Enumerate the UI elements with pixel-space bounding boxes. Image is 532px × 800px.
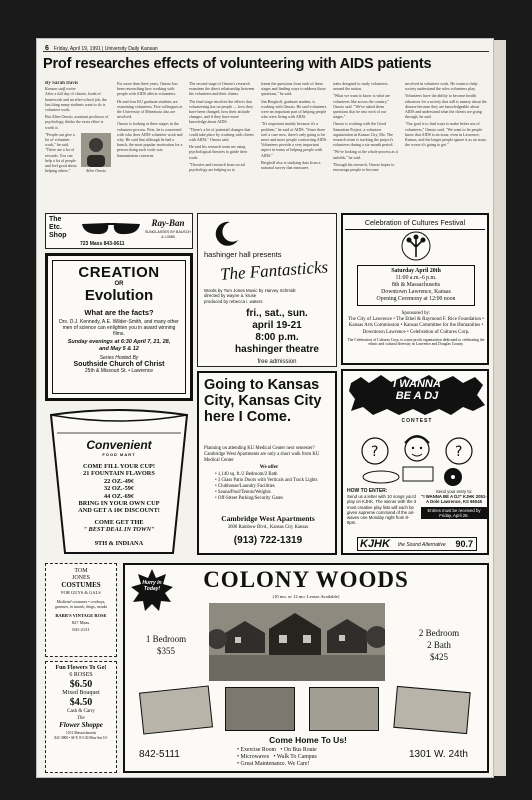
- flower-address: 1101 Massachusetts: [65, 731, 97, 735]
- tom-jones-description: Medieval costumes • cowboys, gunmen, in tuxedo, kings, monks: [54, 599, 108, 609]
- kc-feature: • 3 Glass Patio Doors with Verticals and Track Lights: [215, 478, 318, 483]
- byline-role: Kansan staff writer: [45, 86, 76, 92]
- colony-feature: On Bus Route: [283, 747, 317, 753]
- article-paragraph: The second stage of Omoto's research examines the direct relationship between the volunteers and their clients.: [189, 81, 255, 97]
- colony-unit: 2 Bedroom: [418, 628, 460, 638]
- kc-address: 3600 Rainbow Blvd., Kansas City Kansas: [227, 525, 309, 530]
- colony-photo-pool: [139, 685, 213, 734]
- celebration-title: Celebration of Cultures Festival: [345, 218, 485, 230]
- moon-icon: [212, 220, 240, 248]
- fantasticks-title: The Fantasticks: [219, 257, 329, 284]
- etc-shop-name-line: Shop: [49, 232, 67, 239]
- convenient-tag: " BEST DEAL IN TOWN": [83, 526, 155, 534]
- celebration-sponsored-label: Sponsored by:: [401, 311, 431, 316]
- colony-photo-residents: [393, 686, 470, 734]
- kjhk-logo: [357, 537, 477, 551]
- convenient-offer: [65, 463, 173, 547]
- author-photo: [81, 133, 111, 173]
- convenient-offer-line: AND GET A 10¢ DISCOUNT!: [78, 507, 160, 515]
- article-paragraph: After a full day of classes, loads of homework and an after-school job, the last thing many students want to do is volunteer work.: [45, 91, 107, 113]
- flower-the: The: [77, 716, 85, 721]
- flower-bouquet: Mixed Bouquet: [62, 690, 100, 696]
- article-paragraph: "It's important mainly because it's a problem," he said of AIDS. "Since there isn't a cure now, there's only going to be more and more people contracting AIDS. Volunteers provide a very important aspect in terms of helping people with AIDS.": [261, 121, 327, 158]
- article-column-2: [117, 81, 183, 209]
- kc-offer-label: We offer: [259, 465, 279, 470]
- kc-feature-text: 1,140 sq. ft./2 Bedroom/2 Bath: [217, 472, 278, 477]
- dj-title-line: BE A DJ: [395, 390, 439, 402]
- article-paragraph: "There's a lot of potential changes that could take place by working with clients with AIDS," Omoto said.: [189, 126, 254, 143]
- dj-send-address: "I WANNA BE A DJ" KJHK 2051-A Dole Lawrence, KS 66045: [421, 494, 487, 505]
- creation-speakers: Drs. D.J. Kennedy, A.E. Wilder-Smith, and many other men of science can enlighten you in award winning films.: [59, 319, 179, 337]
- cambridge-west-ad: [197, 371, 337, 555]
- celebration-opening: Opening Ceremony at 12:00 noon: [376, 296, 456, 302]
- show-days: fri., sat., sun.: [246, 308, 308, 319]
- colony-right-pricing: [393, 627, 485, 663]
- convenient-logo: Convenient: [86, 438, 152, 452]
- colony-feature: Exercise Room: [240, 747, 277, 753]
- article-paragraph: But Allen Omoto, assistant professor of psychology, thinks the extra effort is worth it.: [45, 114, 109, 130]
- colony-feature: Microwaves: [240, 754, 270, 760]
- sunglasses-icon: [80, 219, 142, 237]
- celebration-location: Downtown Lawrence, Kansas: [381, 289, 451, 295]
- celebration-of-cultures-ad: [341, 213, 489, 365]
- flower-shop-name: Flower Shoppe: [59, 721, 103, 729]
- kc-phone: (913) 722-1319: [233, 535, 303, 546]
- article-paragraph: Omoto is looking at three stages in the volunteer process. First, he is concerned with who does AIDS volunteer work and why. He said that although he had a hunch, the most popular motivation for a person doing such work was humanitarian concerns.: [117, 121, 183, 158]
- convenient-body: [59, 438, 179, 457]
- convenient-size: 22 OZ.-49¢: [103, 477, 135, 485]
- photo-image: [81, 133, 111, 167]
- colony-features: [237, 747, 387, 768]
- celebration-note: The Celebration of Cultures Corp. is a non-profit organization dedicated to celebrating the ethnic and cultural diversity in Lawrence and Douglas County.: [347, 337, 485, 347]
- headline: Prof researches effects of volunteering with AIDS patients: [43, 51, 489, 76]
- colony-unit: 2 Bath: [427, 640, 451, 650]
- rayban-logo: Ray-Ban: [151, 218, 185, 228]
- article-column-6: [405, 81, 489, 209]
- director-line: directed by wayne a. kruse: [204, 293, 257, 299]
- article-paragraph: Volunteers have the ability to become health educators for a society that still is uneasy about the disease because they are knowledgeable about AIDS and understand what the clients are going through, he said.: [405, 93, 487, 120]
- creation-evolution-ad: [45, 253, 193, 401]
- page-number: 6: [45, 45, 49, 52]
- tom-jones-body: [46, 568, 116, 633]
- article-paragraph: "Theories and research from social psychology are helping us to: [189, 161, 245, 173]
- tom-jones-name: COSTUMES: [61, 581, 101, 589]
- article-paragraph: He and four KU graduate students are examining volunteers. Five colleagues at the University of Minnesota also are involved.: [117, 98, 183, 120]
- kc-feature-list: [215, 472, 333, 502]
- newspaper-page-edge: [494, 40, 506, 776]
- celebration-time: 11:00 a.m.-6 p.m.: [395, 275, 437, 281]
- convenient-logo-sub: FOOD MART: [102, 452, 136, 457]
- hashinger-credits: [204, 288, 334, 304]
- colony-feature: Walk To Campus: [276, 754, 317, 760]
- celebration-details: [357, 265, 475, 306]
- credits-line: Words by Tom Jones Music by Harvey Schmidt: [204, 288, 296, 293]
- celebration-date: Saturday April 20th: [391, 268, 441, 274]
- convenient-tag: COME GET THE: [94, 518, 144, 526]
- article-paragraph: Omoto is working with the Good Samaritan Project, a volunteer organization in Kansas City, Mo. The research team is tracking the project's volunteers during a six-month period.: [333, 121, 394, 148]
- article-paragraph: Through his research, Omoto hopes to encourage people to become: [333, 161, 395, 173]
- tom-jones-sub: FOR GUYS & GALS: [61, 590, 101, 595]
- kc-intro: Planning on attending KU Medical Center next semester? Cambridge West Apartments are only a short walk from KU Medical Center: [204, 446, 320, 463]
- creation-address: 25th & Missouri St. • Lawrence: [84, 368, 154, 374]
- newspaper-page: [36, 38, 494, 778]
- tom-jones-phone: 841-2131: [72, 627, 90, 632]
- kc-apartment-name: Cambridge West Apartments: [221, 514, 315, 523]
- flower-cash: Cash & Carry: [67, 709, 95, 714]
- convenient-offer-line: BRING IN YOUR OWN CUP: [78, 500, 160, 508]
- colony-price: $425: [430, 652, 448, 662]
- byline: By Sarah Davis: [45, 81, 79, 86]
- article-paragraph: traits designed to study volunteers around the nation.: [333, 81, 388, 92]
- hashinger-hall-ad: [197, 213, 337, 367]
- celebration-sponsors-block: [347, 311, 485, 347]
- dj-contest: CONTEST: [401, 418, 433, 424]
- convenient-flavors: 21 FOUNTAIN FLAVORS: [83, 470, 155, 478]
- dj-title-line: I WANNA: [393, 378, 441, 390]
- celebration-location: 8th & Massachusetts: [391, 282, 441, 288]
- creation-hosted: Series Hosted By: [99, 355, 139, 361]
- kc-feature: • Clubhouse/Laundry Facilities: [215, 484, 275, 489]
- dj-how-title: HOW TO ENTER:: [347, 488, 388, 494]
- creation-or: OR: [114, 281, 124, 287]
- colony-feature-row: • Microwaves • Walk To Campus: [237, 754, 317, 760]
- article-paragraph: "People can give a lot of volunteer work," he said. "There are a lot of rewards. You can help a lot of people and feel good about helping others.": [45, 131, 77, 174]
- tree-logo-icon: [399, 231, 433, 261]
- kjhk-dj-contest-ad: [341, 369, 489, 555]
- dj-send-title: Send your entry to:: [435, 489, 473, 494]
- article-paragraph: involved in volunteer work. He wants to help society understand the roles volunteers play.: [405, 81, 478, 92]
- kc-feature: • Off-Street Parking/Security Gates: [215, 496, 283, 501]
- show-time: 8:00 p.m.: [255, 332, 299, 343]
- flower-fun: Fun Flowers To Go!: [55, 665, 107, 671]
- hashinger-presents: hashinger hall presents: [204, 250, 282, 259]
- kc-feature: • Sauna/Pool/Tennis/Weights: [215, 490, 271, 495]
- convenient-size: 44 OZ.-69¢: [103, 492, 135, 500]
- article-column-4: [261, 81, 327, 209]
- flower-bouquet-price: $4.50: [69, 697, 93, 708]
- tom-jones-shop: BARB'S VINTAGE ROSE: [55, 613, 107, 618]
- convenient-size: 32 OZ.-59¢: [103, 485, 135, 493]
- kc-feature-text: Off-Street Parking/Security Gates: [217, 496, 283, 501]
- creation-schedule: Sunday evenings at 6:30 April 7, 21, 28, and May 5 & 12: [67, 339, 171, 352]
- dj-how-to-enter: [347, 489, 417, 525]
- colony-unit: 1 Bedroom: [145, 634, 187, 644]
- creation-title: CREATION: [78, 264, 160, 281]
- article-paragraph: Jim Berghoff, graduate student, is working with Omoto. He said volunteers were an important part of helping people who were living with AIDS.: [261, 98, 327, 120]
- show-dates: april 19-21: [252, 320, 302, 331]
- svg-text:?: ?: [455, 444, 463, 460]
- etc-shop-name-line: The: [49, 216, 62, 223]
- tom-jones-address: 827 Mass.: [71, 620, 91, 625]
- hashinger-schedule: [218, 308, 336, 367]
- date-line: Friday, April 19, 1991 | University Daily Kansan: [53, 46, 158, 52]
- dj-send-to: [421, 489, 487, 519]
- colony-woods-ad: [123, 563, 489, 773]
- kc-feature-text: Clubhouse/Laundry Facilities: [217, 484, 275, 489]
- colony-feature-row: • Great Maintenance. We Care!: [237, 761, 310, 767]
- article-paragraph: Berghoff also is studying data from a national survey that measures: [261, 159, 321, 171]
- show-admission: free admission: [257, 359, 297, 365]
- article-paragraph: He said his research team are using psychological theories to guide their work.: [189, 144, 248, 160]
- flower-shoppe-ad: [45, 661, 117, 773]
- hurry-text: Hurry in Today!: [142, 580, 162, 592]
- article-paragraph: The final stage involves the effects that volunteering has on people — how they have been changed, how their attitude changes, and if they have more knowledge about AIDS.: [189, 98, 253, 125]
- flower-phone: 841-3800 • M-F, 8-5:30 Mon-Sat 10-: [54, 735, 108, 740]
- colony-left-pricing: [129, 633, 203, 657]
- colony-phone: 842-5111: [139, 749, 180, 760]
- dj-title: [353, 378, 481, 402]
- colony-feature: Great Maintenance. We Care!: [240, 761, 310, 767]
- flower-roses: 6 ROSES: [69, 672, 93, 678]
- kjhk-frequency: 90.7: [455, 539, 473, 549]
- show-venue: hashinger theatre: [235, 344, 319, 355]
- article-paragraph: frame the questions from each of these stages and finding ways to address those questions," he said.: [261, 81, 326, 97]
- colony-feature-row: • Exercise Room • On Bus Route: [237, 747, 317, 753]
- tom-jones-costumes-ad: [45, 563, 117, 657]
- flower-roses-price: $6.50: [69, 679, 93, 690]
- rayban-sub: SUNGLASSES BY BAUSCH & LOMB: [144, 230, 192, 239]
- creation-question: What are the facts?: [84, 308, 154, 317]
- article-paragraph: "What we want to know is what are volunteers like across the country," Omoto said. "We've asked them questions that tie into each of our stages.": [333, 93, 391, 120]
- article-column-1: [45, 81, 111, 209]
- evolution-title: Evolution: [84, 287, 154, 304]
- colony-building-photo: [209, 603, 385, 681]
- convenient-location: 9TH & INDIANA: [94, 539, 144, 547]
- etc-shop-ad: [45, 213, 193, 249]
- article-paragraph: "Our goal is to find ways to make better use of volunteers," Omoto said. "We want to let people know that AIDS is an issue, even in Lawrence, Kansas, and the longer people ignore it as an issue, the worse it's going to get.": [405, 121, 487, 148]
- etc-shop-address: 723 Mass 843-0611: [80, 241, 125, 247]
- tom-jones-name: JONES: [71, 575, 90, 581]
- dj-cartoon-icon: [351, 427, 483, 487]
- etc-shop-name: [49, 216, 71, 240]
- colony-photo-exercise: [309, 687, 379, 731]
- article-column-3: [189, 81, 255, 209]
- svg-text:?: ?: [371, 444, 379, 460]
- kc-feature: • 1,140 sq. ft./2 Bedroom/2 Bath: [215, 472, 278, 477]
- producer-line: produced by rebecca i. waters: [204, 298, 263, 304]
- kjhk-letters: KJHK: [360, 538, 390, 550]
- dj-deadline: Entries must be received by Friday, April 26.: [421, 507, 487, 519]
- colony-home: Come Home To Us!: [269, 735, 347, 745]
- convenient-headline: COME FILL YOUR CUP!: [82, 463, 155, 470]
- kc-headline: Going to Kansas City, Kansas City here I Come.: [204, 377, 322, 425]
- kc-feature-text: 3 Glass Patio Doors with Verticals and Track Lights: [217, 478, 318, 483]
- colony-photo-interior: [225, 687, 295, 731]
- colony-price: $355: [157, 646, 175, 656]
- tom-jones-name: TOM: [74, 568, 88, 574]
- colony-lease-note: (10 mo. or 12 mo. Leases Available): [272, 594, 340, 599]
- photo-caption: Allen Omoto: [85, 168, 107, 174]
- dj-how-text: Send us a letter with 10 songs you'd play on KJHK. The winner with the 3 most creative play lists will each be given supreme command of the air-waves one Monday night from 8-9pm.: [347, 494, 417, 526]
- flower-body: [46, 665, 116, 740]
- colony-address: 1301 W. 24th: [409, 749, 468, 760]
- etc-shop-name-line: Etc.: [49, 224, 62, 231]
- article-paragraph: "We're looking at the whole process as it unfolds," he said.: [333, 149, 399, 160]
- celebration-sponsors: The City of Lawrence • The Ethel & Raymond F. Rice Foundation • Kansas Arts Commission • Kansas Committee for the Humanities • Downtown Lawrence • Celebration of Cultures Corp.: [348, 317, 484, 335]
- kjhk-slogan: the Sound Alternative: [398, 542, 446, 548]
- convenient-food-mart-ad: [45, 405, 193, 555]
- kc-feature-text: Sauna/Pool/Tennis/Weights: [217, 490, 271, 495]
- article-paragraph: For more than three years, Omoto has been researching how working with people with AIDS affects volunteers.: [117, 81, 178, 97]
- creation-church: Southside Church of Christ: [73, 361, 165, 368]
- colony-woods-title: COLONY WOODS: [203, 567, 409, 592]
- article-column-5: [333, 81, 399, 209]
